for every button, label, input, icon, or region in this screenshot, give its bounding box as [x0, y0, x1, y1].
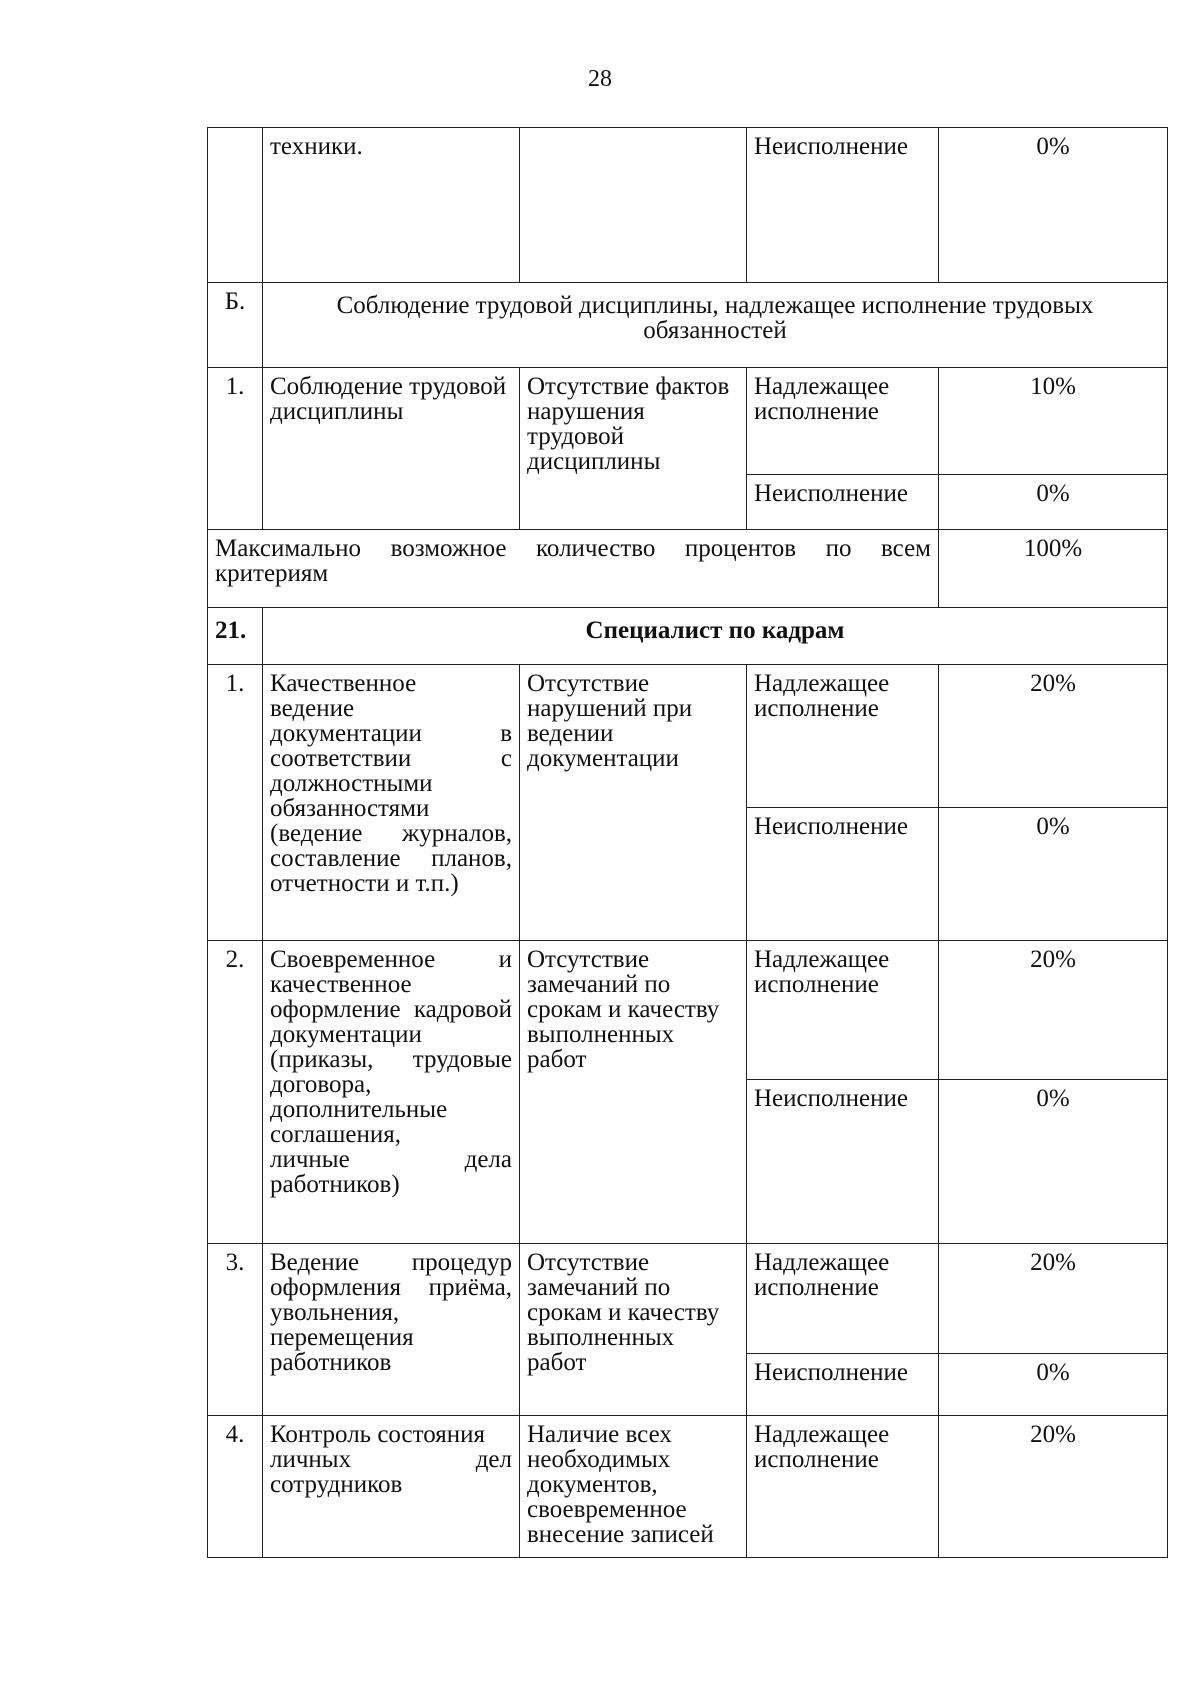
criterion-line — [270, 947, 512, 972]
section-number: 21. — [208, 608, 263, 665]
percent-cell: 20% — [939, 941, 1168, 1080]
percent-cell: 20% — [939, 665, 1168, 808]
table-row — [208, 368, 1168, 475]
criterion-cell: Ведение процедур оформления приёма, увольнения, перемещения работников — [263, 1244, 520, 1416]
item-number: 1. — [208, 368, 263, 530]
table-row — [208, 1416, 1168, 1558]
criterion-cell: техники. — [263, 128, 520, 283]
num-cell — [208, 128, 263, 283]
criterion-line — [270, 721, 512, 746]
percent-cell: 0% — [939, 128, 1168, 283]
indicator-cell: Отсутствие фактов нарушения трудовой дисциплины — [520, 368, 747, 530]
criterion-word: личных — [270, 1446, 352, 1473]
item-number: 4. — [208, 1416, 263, 1558]
total-label: Максимально возможное количество процентов по всем критериям — [208, 530, 939, 608]
criterion-text: качественное оформление кадровой документации (приказы, трудовые договора, дополнительные соглашения, — [270, 971, 512, 1148]
criterion-cell — [263, 941, 520, 1244]
criterion-line — [270, 1447, 512, 1472]
criterion-line — [270, 1147, 512, 1172]
criterion-word: соответствии — [270, 745, 412, 772]
criterion-cell: Соблюдение трудовой дисциплины — [263, 368, 520, 530]
fulfillment-cell: Надлежащее исполнение — [747, 941, 939, 1080]
fulfillment-cell: Неисполнение — [747, 808, 939, 941]
percent-cell: 10% — [939, 368, 1168, 475]
indicator-cell: Отсутствие нарушений при ведении документации — [520, 665, 747, 941]
criterion-word: Своевременное — [270, 946, 436, 973]
criterion-line: Контроль состояния — [270, 1421, 486, 1448]
criterion-word: личные — [270, 1146, 350, 1173]
criterion-word: в — [500, 720, 512, 747]
indicator-cell: Наличие всех необходимых документов, своевременное внесение записей — [520, 1416, 747, 1558]
fulfillment-cell: Неисполнение — [747, 1354, 939, 1416]
fulfillment-cell: Надлежащее исполнение — [747, 665, 939, 808]
criterion-text: должностными обязанностями (ведение журналов, составление планов, отчетности и т.п.) — [270, 770, 512, 897]
indicator-cell: Отсутствие замечаний по срокам и качеству выполненных работ — [520, 941, 747, 1244]
criterion-word: дела — [464, 1146, 512, 1173]
section-row — [208, 283, 1168, 368]
fulfillment-cell: Надлежащее исполнение — [747, 368, 939, 475]
item-number: 1. — [208, 665, 263, 941]
section-title: Соблюдение трудовой дисциплины, надлежащее исполнение трудовых обязанностей — [263, 283, 1168, 368]
table-row — [208, 1244, 1168, 1354]
criterion-line — [270, 746, 512, 771]
criterion-line: работников) — [270, 1171, 400, 1198]
criterion-cell — [263, 1416, 520, 1558]
percent-cell: 0% — [939, 1354, 1168, 1416]
indicator-cell — [520, 128, 747, 283]
table-row — [208, 941, 1168, 1080]
fulfillment-cell: Неисполнение — [747, 128, 939, 283]
percent-cell: 20% — [939, 1244, 1168, 1354]
criterion-word: дел — [475, 1446, 512, 1473]
section-row — [208, 608, 1168, 665]
total-percent: 100% — [939, 530, 1168, 608]
criterion-word: документации — [270, 720, 422, 747]
table-row — [208, 665, 1168, 808]
percent-cell: 0% — [939, 1080, 1168, 1244]
item-number: 2. — [208, 941, 263, 1244]
fulfillment-cell: Надлежащее исполнение — [747, 1416, 939, 1558]
page-number: 28 — [588, 66, 612, 92]
indicator-cell: Отсутствие замечаний по срокам и качеству выполненных работ — [520, 1244, 747, 1416]
percent-cell: 0% — [939, 808, 1168, 941]
percent-cell: 0% — [939, 475, 1168, 530]
item-number: 3. — [208, 1244, 263, 1416]
percent-cell: 20% — [939, 1416, 1168, 1558]
criterion-line: ведение — [270, 695, 355, 722]
criteria-table — [207, 127, 1168, 1558]
criterion-cell — [263, 665, 520, 941]
fulfillment-cell: Надлежащее исполнение — [747, 1244, 939, 1354]
table-row — [208, 128, 1168, 283]
fulfillment-cell: Неисполнение — [747, 475, 939, 530]
total-row — [208, 530, 1168, 608]
section-title: Специалист по кадрам — [263, 608, 1168, 665]
criterion-word: с — [500, 745, 512, 772]
criterion-line: сотрудников — [270, 1471, 403, 1498]
section-number: Б. — [208, 283, 263, 368]
criterion-word: и — [498, 946, 512, 973]
fulfillment-cell: Неисполнение — [747, 1080, 939, 1244]
criterion-line: Качественное — [270, 670, 417, 697]
